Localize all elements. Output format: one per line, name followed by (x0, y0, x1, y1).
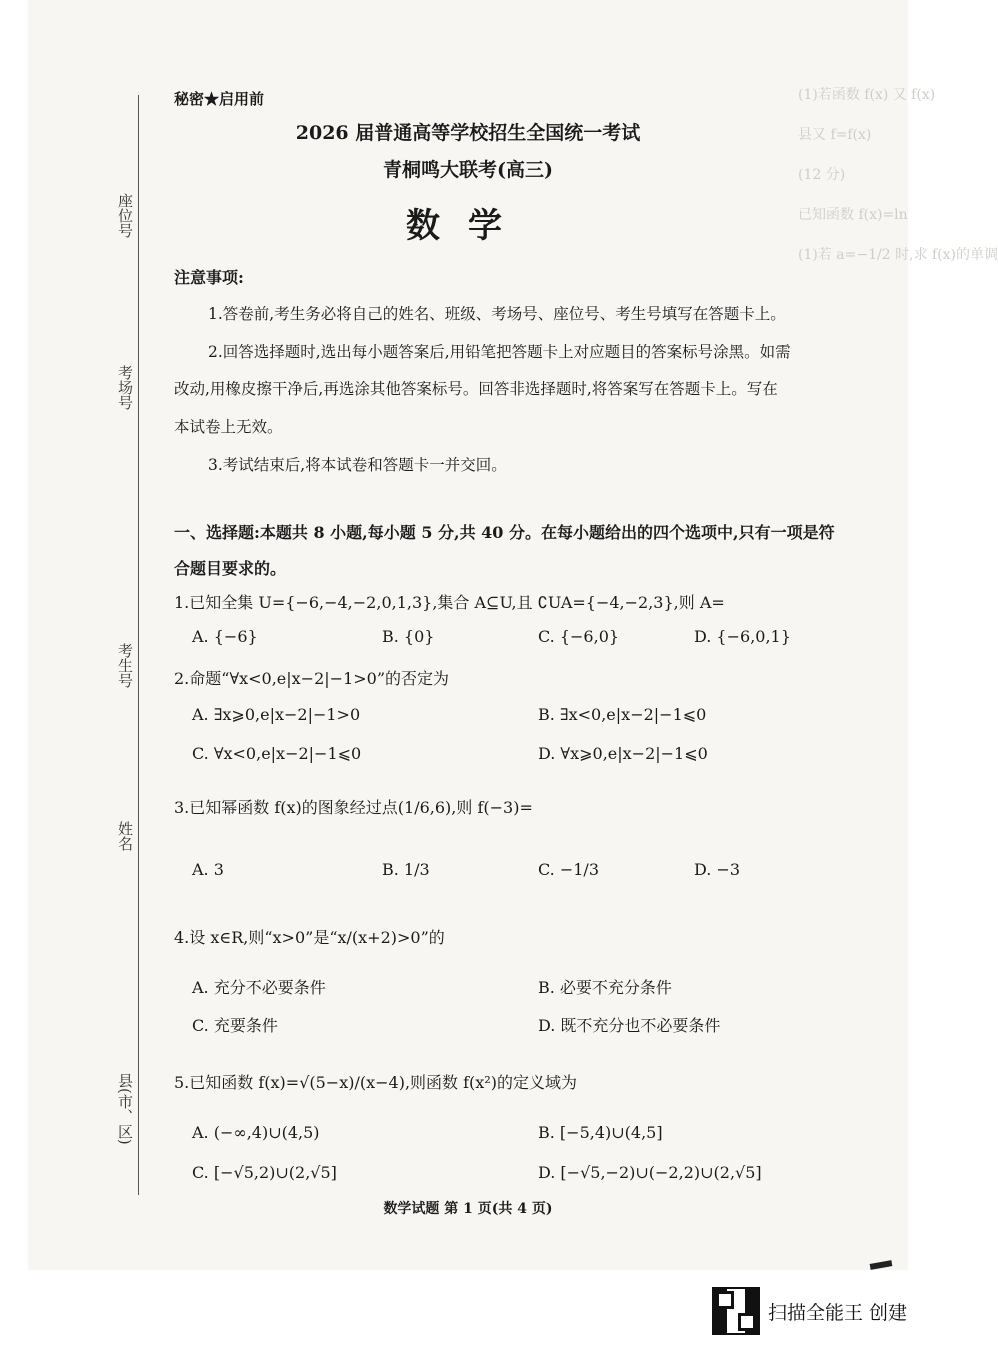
name-label: 姓名 (116, 818, 136, 854)
question-2-option-b: B. ∃x<0,e|x−2|−1⩽0 (538, 705, 707, 724)
question-4-option-d: D. 既不充分也不必要条件 (538, 1016, 721, 1035)
question-5-stem: 5.已知函数 f(x)=√(5−x)/(x−4),则函数 f(x²)的定义域为 (174, 1073, 577, 1092)
exam-title: 2026 届普通高等学校招生全国统一考试 (295, 122, 641, 144)
question-4-option-c: C. 充要条件 (192, 1016, 278, 1035)
question-5-option-b: B. [−5,4)∪(4,5] (538, 1123, 663, 1142)
notice-item-2-line-2: 改动,用橡皮擦干净后,再选涂其他答案标号。回答非选择题时,将答案写在答题卡上。写在 (174, 380, 778, 398)
qr-code-icon (712, 1287, 760, 1335)
notice-item-2-line-1: 2.回答选择题时,选出每小题答案后,用铅笔把答题卡上对应题目的答案标号涂黑。如需 (208, 343, 791, 361)
question-2-option-c: C. ∀x<0,e|x−2|−1⩽0 (192, 744, 362, 763)
question-1-option-b: B. {0} (382, 627, 435, 646)
secret-label: 秘密★启用前 (174, 90, 265, 108)
question-3-option-d: D. −3 (694, 860, 741, 879)
question-5-option-c: C. [−√5,2)∪(2,√5] (192, 1163, 337, 1182)
question-4-option-b: B. 必要不充分条件 (538, 978, 672, 997)
question-1-option-a: A. {−6} (192, 627, 258, 646)
question-5-option-d: D. [−√5,−2)∪(−2,2)∪(2,√5] (538, 1163, 762, 1182)
question-4-stem: 4.设 x∈R,则“x>0”是“x/(x+2)>0”的 (174, 928, 445, 947)
question-3-option-b: B. 1/3 (382, 860, 430, 879)
question-3-stem: 3.已知幂函数 f(x)的图象经过点(1/6,6),则 f(−3)= (174, 798, 533, 817)
section-heading-line: 合题目要求的。 (174, 559, 287, 578)
section-heading-line: 一、选择题:本题共 8 小题,每小题 5 分,共 40 分。在每小题给出的四个选项中,只有一项是符 (174, 523, 835, 542)
subject-title: 数学 (406, 206, 530, 246)
binding-line (138, 95, 141, 1195)
question-3-option-c: C. −1/3 (538, 860, 599, 879)
exam-room-label: 考场号 (116, 362, 136, 413)
bleed-line: (1)若 a=−1/2 时,求 f(x)的单调 (798, 247, 998, 263)
bleed-line: (12 分) (798, 167, 846, 183)
notice-item-1: 1.答卷前,考生务必将自己的姓名、班级、考场号、座位号、考生号填写在答题卡上。 (208, 305, 786, 323)
notice-item-3: 3.考试结束后,将本试卷和答题卡一并交回。 (208, 456, 507, 474)
notice-item-2-line-3: 本试卷上无效。 (174, 418, 283, 436)
exam-subtitle: 青桐鸣大联考(高三) (383, 159, 553, 181)
bleed-line: (1)若函数 f(x) 又 f(x) (798, 87, 936, 103)
scanner-watermark (712, 1287, 907, 1335)
county-label: 县(市、区) (116, 1070, 136, 1148)
section-heading (174, 515, 894, 587)
question-1-option-c: C. {−6,0} (538, 627, 620, 646)
question-2-stem: 2.命题“∀x<0,e|x−2|−1>0”的否定为 (174, 669, 450, 688)
question-4-option-a: A. 充分不必要条件 (192, 978, 326, 997)
question-1-option-d: D. {−6,0,1} (694, 627, 791, 646)
bleed-line: 已知函数 f(x)=ln (798, 207, 908, 223)
notice-heading: 注意事项: (174, 268, 244, 287)
question-2-option-d: D. ∀x⩾0,e|x−2|−1⩽0 (538, 744, 708, 763)
exam-paper (28, 0, 998, 1270)
candidate-number-label: 考生号 (116, 640, 136, 691)
question-1-stem: 1.已知全集 U={−6,−4,−2,0,1,3},集合 A⊆U,且 ∁UA={−4,−2,3},则 A= (174, 593, 725, 612)
question-5-option-a: A. (−∞,4)∪(4,5) (192, 1123, 320, 1142)
scanner-watermark-text: 扫描全能王 创建 (768, 1301, 908, 1324)
bleed-line: 县又 f=f(x) (798, 127, 872, 143)
seat-number-label: 座位号 (116, 190, 136, 241)
page-footer: 数学试题 第 1 页(共 4 页) (383, 1201, 553, 1217)
question-3-option-a: A. 3 (192, 860, 224, 879)
question-2-option-a: A. ∃x⩾0,e|x−2|−1>0 (192, 705, 361, 724)
